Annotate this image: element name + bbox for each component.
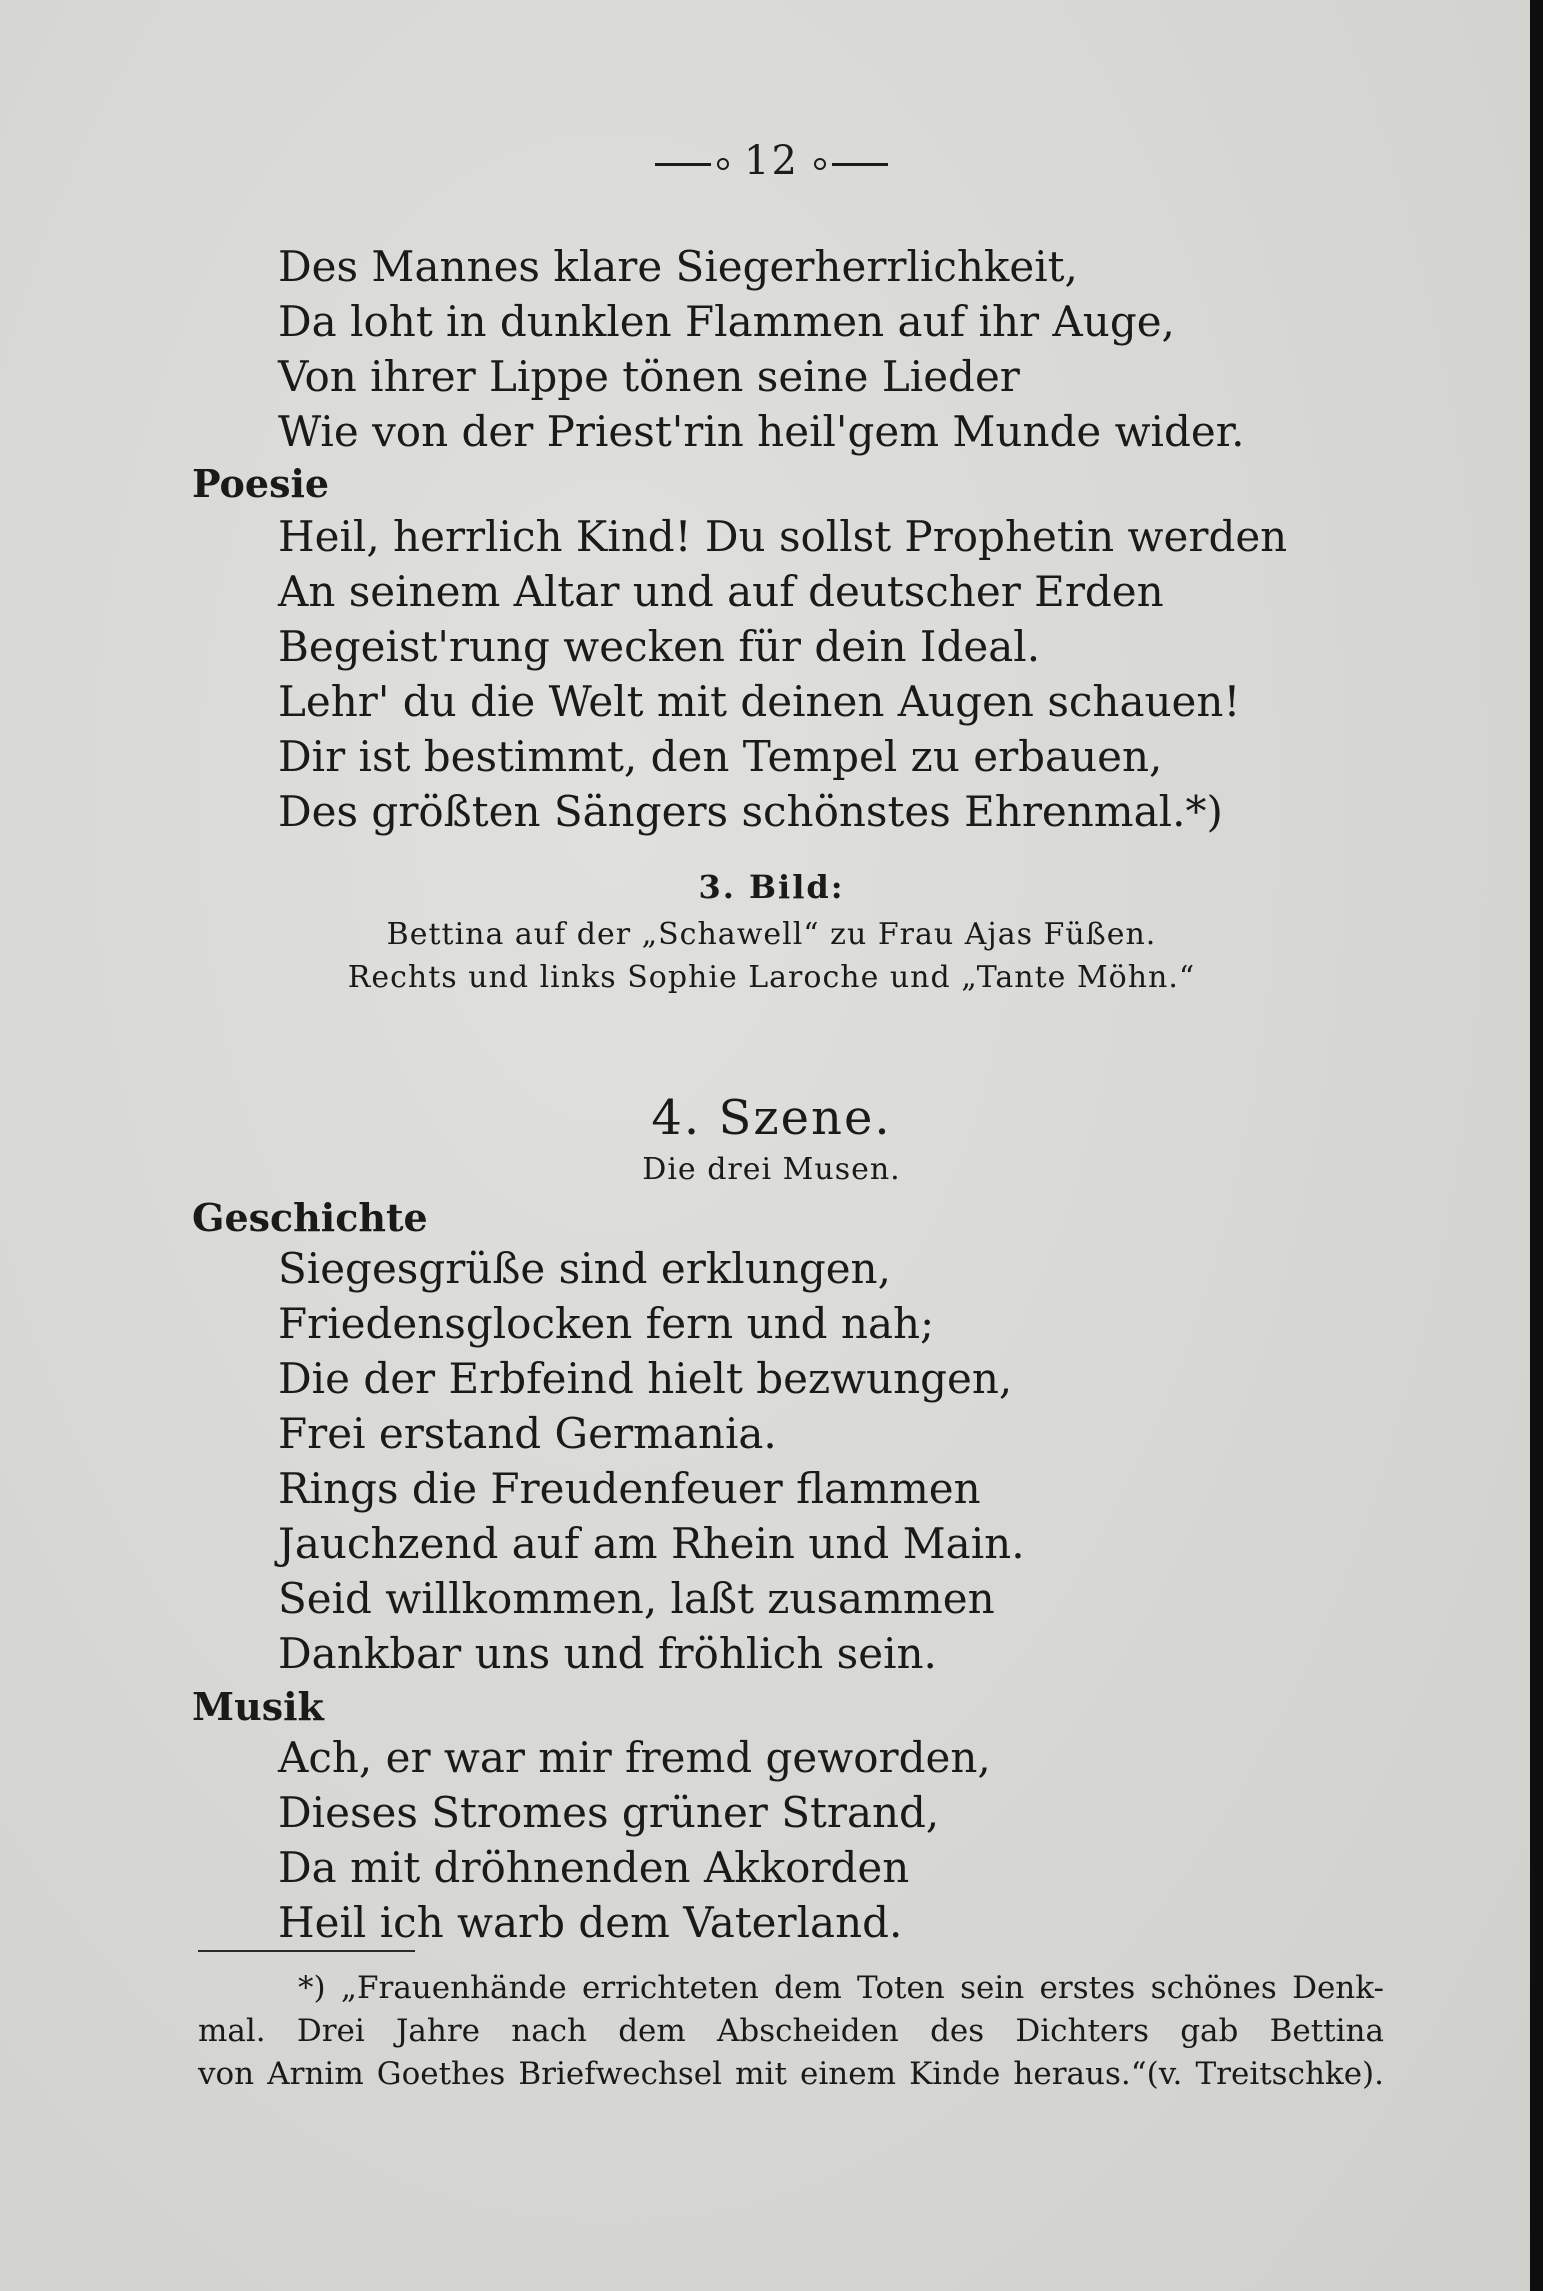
- footnote-line: von Arnim Goethes Briefwechsel mit einem Kinde heraus.“(v. Treitschke).: [198, 2056, 1384, 2092]
- verse-line: Jauchzend auf am Rhein und Main.: [278, 1519, 1025, 1568]
- verse-line: Heil ich warb dem Vaterland.: [278, 1898, 903, 1947]
- stage-direction: Bettina auf der „Schawell“ zu Frau Ajas Füßen.: [386, 917, 1157, 952]
- verse-line: Wie von der Priest'rin heil'gem Munde wider.: [278, 407, 1245, 456]
- verse-line: Dieses Stromes grüner Strand,: [278, 1788, 940, 1837]
- scene-subtitle: Die drei Musen.: [642, 1152, 901, 1187]
- scene-title: 4. Szene.: [651, 1090, 892, 1146]
- speaker-label-poesie: Poesie: [192, 461, 330, 506]
- verse-line: An seinem Altar und auf deutscher Erden: [278, 567, 1164, 616]
- ornament-dash-left: [655, 163, 711, 166]
- ornament-dash-right: [832, 163, 888, 166]
- verse-line: Des größten Sängers schönstes Ehrenmal.*): [278, 787, 1223, 836]
- verse-line: Heil, herrlich Kind! Du sollst Prophetin werden: [278, 512, 1288, 561]
- stage-direction: Rechts und links Sophie Laroche und „Tante Möhn.“: [347, 960, 1196, 995]
- footnote-divider: [198, 1950, 415, 1952]
- verse-line: Des Mannes klare Siegerherrlichkeit,: [278, 242, 1078, 291]
- verse-line: Frei erstand Germania.: [278, 1409, 777, 1458]
- verse-line: Siegesgrüße sind erklungen,: [278, 1244, 891, 1293]
- verse-line: Lehr' du die Welt mit deinen Augen schauen!: [278, 677, 1241, 726]
- speaker-label-geschichte: Geschichte: [192, 1195, 428, 1240]
- verse-line: Dankbar uns und fröhlich sein.: [278, 1629, 937, 1678]
- verse-line: Da mit dröhnenden Akkorden: [278, 1843, 910, 1892]
- ornament-circle-left: [717, 158, 729, 170]
- speaker-label-musik: Musik: [192, 1684, 324, 1729]
- page-number: [0, 138, 1543, 184]
- verse-line: Seid willkommen, laßt zusammen: [278, 1574, 995, 1623]
- ornament-circle-right: [814, 158, 826, 170]
- footnote-line: *) „Frauenhände errichteten dem Toten sein erstes schönes Denk-: [298, 1970, 1384, 2006]
- page-edge: [1530, 0, 1543, 2291]
- verse-line: Friedensglocken fern und nah;: [278, 1299, 935, 1348]
- page-number-text: 12: [744, 138, 799, 184]
- verse-line: Von ihrer Lippe tönen seine Lieder: [278, 352, 1020, 401]
- verse-line: Die der Erbfeind hielt bezwungen,: [278, 1354, 1013, 1403]
- verse-line: Ach, er war mir fremd geworden,: [278, 1733, 991, 1782]
- verse-line: Dir ist bestimmt, den Tempel zu erbauen,: [278, 732, 1163, 781]
- footnote-line: mal. Drei Jahre nach dem Abscheiden des Dichters gab Bettina: [198, 2013, 1384, 2049]
- verse-line: Begeist'rung wecken für dein Ideal.: [278, 622, 1041, 671]
- verse-line: Da loht in dunklen Flammen auf ihr Auge,: [278, 297, 1175, 346]
- verse-line: Rings die Freudenfeuer flammen: [278, 1464, 981, 1513]
- bild-title: 3. Bild:: [698, 868, 845, 906]
